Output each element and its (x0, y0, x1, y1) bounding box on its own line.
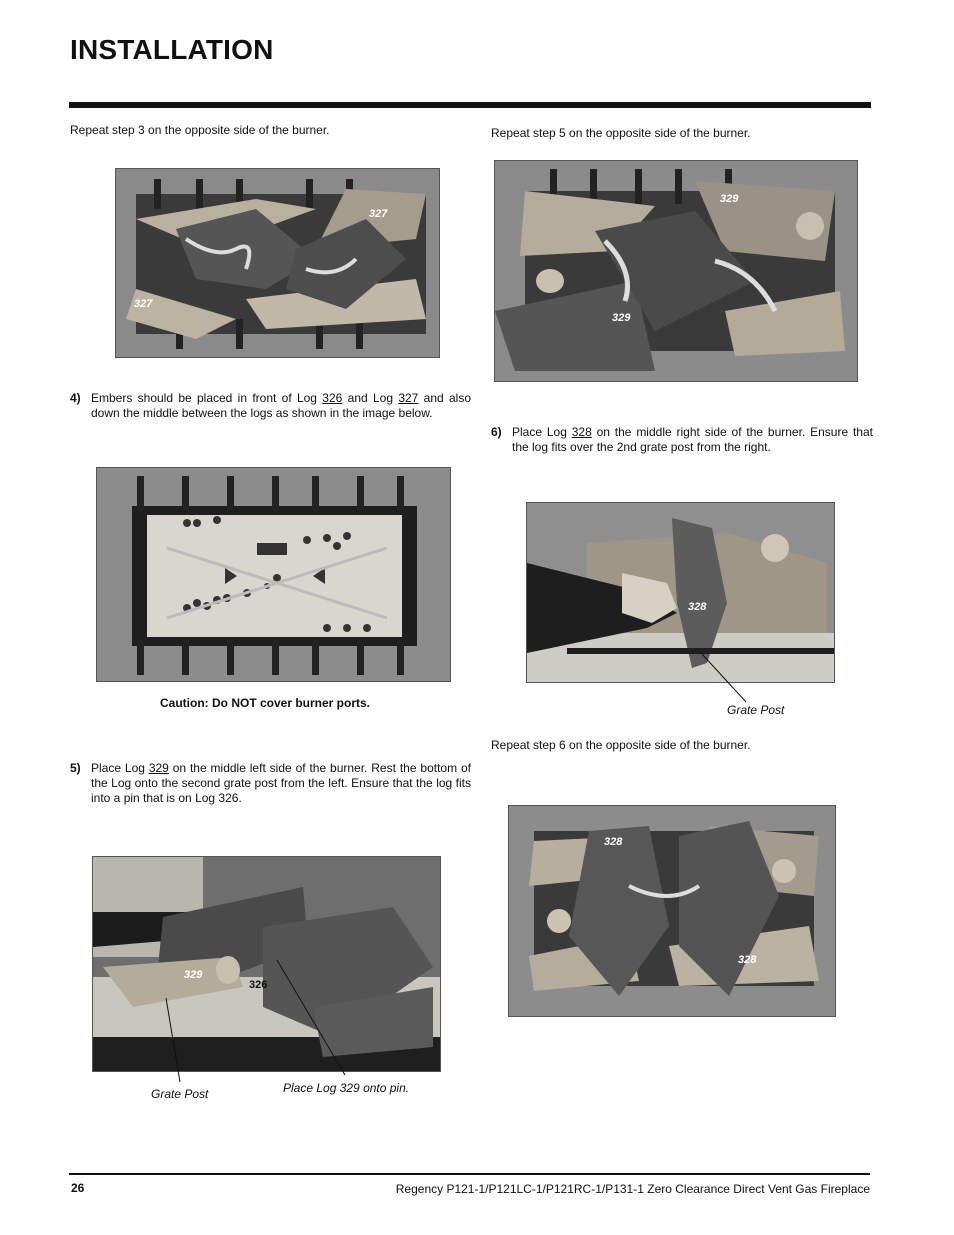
step-4: 4) Embers should be placed in front of Log 326 and Log 327 and also down the middle between the logs as shown in the image below. (70, 391, 472, 420)
log-329-both-photo (494, 160, 858, 382)
step-5: 5) Place Log 329 on the middle left side of the burner. Rest the bottom of the Log onto the second grate post from the left. Ensure that the log fits into a pin that is on Log 326. (70, 761, 471, 805)
log-link: 327 (398, 391, 419, 405)
log-link: 329 (148, 761, 169, 775)
grate-post-leader-line (700, 652, 760, 707)
log-label-327-top: 327 (369, 208, 388, 220)
place-log-328-photo (526, 502, 835, 683)
log-label-329-bottom: 329 (612, 312, 631, 324)
log-328-both-photo (508, 805, 836, 1017)
log-link: 326 (322, 391, 343, 405)
log-label-329: 329 (184, 969, 203, 981)
repeat-step-6-text: Repeat step 6 on the opposite side of the burner. (491, 738, 751, 752)
callout-leader-lines (150, 960, 360, 1090)
repeat-step-3-text: Repeat step 3 on the opposite side of the burner. (70, 123, 330, 137)
step-number: 5) (70, 761, 81, 775)
step-6: 6) Place Log 328 on the middle right side of the burner. Ensure that the log fits over the 2nd grate post from the right. (491, 425, 873, 454)
repeat-step-5-text: Repeat step 5 on the opposite side of the burner. (491, 126, 751, 140)
place-pin-caption: Place Log 329 onto pin. (283, 1081, 410, 1095)
log-link: 328 (571, 425, 592, 439)
caution-note: Caution: Do NOT cover burner ports. (160, 696, 371, 710)
page-number: 26 (71, 1181, 85, 1195)
log-label-327-left: 327 (134, 298, 153, 310)
footer-rule (69, 1173, 870, 1175)
log-327-photo (115, 168, 440, 358)
step-number: 4) (70, 391, 81, 405)
log-label-329-top: 329 (720, 193, 739, 205)
document-title: Regency P121-1/P121LC-1/P121RC-1/P131-1 Zero Clearance Direct Vent Gas Fireplace (395, 1182, 870, 1196)
log-label-326: 326 (249, 979, 268, 991)
log-label-328-bottom: 328 (738, 954, 757, 966)
log-label-328-top: 328 (604, 836, 623, 848)
grate-post-caption-right: Grate Post (727, 703, 785, 717)
page-title: INSTALLATION (70, 34, 274, 65)
step-number: 6) (491, 425, 502, 439)
grate-post-caption: Grate Post (151, 1087, 209, 1101)
header-rule (69, 102, 871, 108)
log-label-328: 328 (688, 601, 707, 613)
embers-photo (96, 467, 451, 682)
